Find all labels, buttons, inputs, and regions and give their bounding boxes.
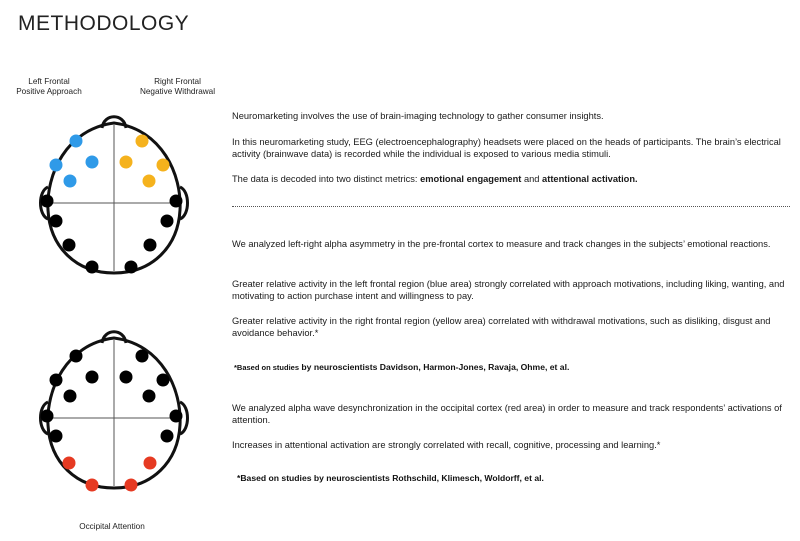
electrode-blue bbox=[86, 156, 99, 169]
positive-approach-label: Positive Approach bbox=[16, 87, 82, 96]
electrode-black bbox=[170, 195, 183, 208]
electrode-black bbox=[64, 390, 77, 403]
section-separator bbox=[232, 206, 790, 207]
occipital-brain-diagram bbox=[36, 330, 192, 493]
right-frontal-title: Right Frontal bbox=[154, 77, 201, 86]
footnote-emotional-studies bbox=[234, 362, 569, 372]
electrode-black bbox=[70, 350, 83, 363]
electrode-black bbox=[170, 410, 183, 423]
frontal-brain-diagram bbox=[36, 115, 192, 278]
electrode-yellow bbox=[157, 159, 170, 172]
electrode-red bbox=[63, 457, 76, 470]
electrode-black bbox=[161, 430, 174, 443]
left-frontal-label bbox=[6, 77, 92, 97]
electrode-black bbox=[41, 410, 54, 423]
electrode-black bbox=[125, 261, 138, 274]
paragraph-eeg: In this neuromarketing study, EEG (electroencephalography) headsets were placed on the heads of participants. The brain’s electrical activity (brainwave data) is recorded while the individual is exposed to various media stimuli. bbox=[232, 137, 781, 160]
electrode-black bbox=[63, 239, 76, 252]
page-title: METHODOLOGY bbox=[18, 12, 190, 35]
electrode-black bbox=[41, 195, 54, 208]
electrode-black bbox=[120, 371, 133, 384]
paragraph-occipital: We analyzed alpha wave desynchronization in the occipital cortex (red area) in order to measure and track respondents’ activations of attention. bbox=[232, 403, 782, 426]
electrode-black bbox=[136, 350, 149, 363]
electrode-red bbox=[86, 479, 99, 492]
right-frontal-label bbox=[130, 77, 225, 97]
paragraph-metrics bbox=[232, 173, 792, 185]
metrics-intro-text: The data is decoded into two distinct metrics: bbox=[232, 174, 421, 184]
metrics-and-text: and bbox=[521, 174, 543, 184]
electrode-black bbox=[50, 374, 63, 387]
footnote-authors: by neuroscientists Davidson, Harmon-Jones, Ravaja, Ohme, et al. bbox=[299, 362, 570, 372]
left-frontal-title: Left Frontal bbox=[28, 77, 70, 86]
footnote-attention-studies: *Based on studies by neuroscientists Rothschild, Klimesch, Woldorff, et al. bbox=[237, 473, 544, 483]
electrode-black bbox=[161, 215, 174, 228]
electrode-yellow bbox=[136, 135, 149, 148]
electrode-yellow bbox=[143, 175, 156, 188]
paragraph-alpha-asymmetry: We analyzed left-right alpha asymmetry in the pre-frontal cortex to measure and track changes in the subjects’ emotional reactions. bbox=[232, 239, 771, 249]
electrode-black bbox=[157, 374, 170, 387]
paragraph-intro: Neuromarketing involves the use of brain-imaging technology to gather consumer insights. bbox=[232, 111, 604, 121]
electrode-blue bbox=[64, 175, 77, 188]
electrode-red bbox=[125, 479, 138, 492]
paragraph-right-frontal: Greater relative activity in the right frontal region (yellow area) correlated with withdrawal motivations, such as disliking, disgust and avoidance behavior.* bbox=[232, 316, 771, 339]
electrode-black bbox=[50, 430, 63, 443]
footnote-lead: *Based on studies bbox=[234, 363, 300, 372]
electrode-black bbox=[143, 390, 156, 403]
electrode-yellow bbox=[120, 156, 133, 169]
paragraph-left-frontal: Greater relative activity in the left frontal region (blue area) strongly correlated with approach motivations, including liking, wanting, and motivating to action purchase intent and willingness to pay. bbox=[232, 279, 785, 302]
electrode-black bbox=[86, 371, 99, 384]
occipital-attention-label: Occipital Attention bbox=[79, 522, 145, 531]
electrode-black bbox=[144, 239, 157, 252]
electrode-black bbox=[50, 215, 63, 228]
electrode-blue bbox=[50, 159, 63, 172]
negative-withdrawal-label: Negative Withdrawal bbox=[139, 87, 216, 96]
attentional-activation-term: attentional activation. bbox=[542, 174, 638, 184]
paragraph-attention-correlation: Increases in attentional activation are strongly correlated with recall, cognitive, processing and learning.* bbox=[232, 440, 661, 450]
emotional-engagement-term: emotional engagement bbox=[420, 174, 522, 184]
electrode-red bbox=[144, 457, 157, 470]
electrode-blue bbox=[70, 135, 83, 148]
electrode-black bbox=[86, 261, 99, 274]
